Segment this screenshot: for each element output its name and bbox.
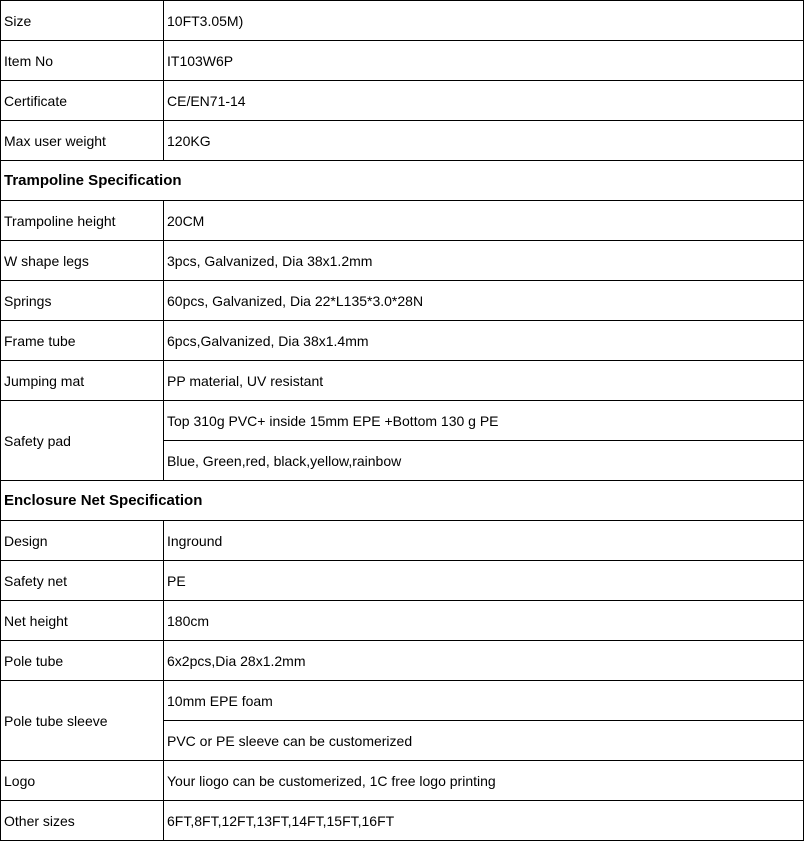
spec-label: Item No xyxy=(1,41,164,81)
table-row xyxy=(1,561,804,601)
table-row xyxy=(1,241,804,281)
spec-value: Blue, Green,red, black,yellow,rainbow xyxy=(164,441,804,481)
spec-label: Max user weight xyxy=(1,121,164,161)
spec-label: Design xyxy=(1,521,164,561)
table-row xyxy=(1,281,804,321)
spec-label: Logo xyxy=(1,761,164,801)
table-row xyxy=(1,601,804,641)
spec-label: Certificate xyxy=(1,81,164,121)
section-header-row xyxy=(1,481,804,521)
spec-value: 180cm xyxy=(164,601,804,641)
spec-value: Your liogo can be customerized, 1C free logo printing xyxy=(164,761,804,801)
spec-label: Springs xyxy=(1,281,164,321)
spec-value: 20CM xyxy=(164,201,804,241)
spec-label: Pole tube sleeve xyxy=(1,681,164,761)
table-row xyxy=(1,81,804,121)
section-header-row xyxy=(1,161,804,201)
spec-label: Other sizes xyxy=(1,801,164,841)
table-row xyxy=(1,121,804,161)
table-row xyxy=(1,41,804,81)
spec-value: 6FT,8FT,12FT,13FT,14FT,15FT,16FT xyxy=(164,801,804,841)
spec-label: Frame tube xyxy=(1,321,164,361)
spec-value: CE/EN71-14 xyxy=(164,81,804,121)
spec-value: PE xyxy=(164,561,804,601)
table-row xyxy=(1,201,804,241)
spec-label: Jumping mat xyxy=(1,361,164,401)
spec-value: PVC or PE sleeve can be customerized xyxy=(164,721,804,761)
table-row xyxy=(1,361,804,401)
table-row xyxy=(1,321,804,361)
table-row xyxy=(1,401,804,441)
spec-value: 60pcs, Galvanized, Dia 22*L135*3.0*28N xyxy=(164,281,804,321)
table-row xyxy=(1,801,804,841)
spec-value: 120KG xyxy=(164,121,804,161)
spec-value: IT103W6P xyxy=(164,41,804,81)
spec-label: Size xyxy=(1,1,164,41)
spec-label: Pole tube xyxy=(1,641,164,681)
table-row xyxy=(1,681,804,721)
table-row xyxy=(1,641,804,681)
spec-value: Top 310g PVC+ inside 15mm EPE +Bottom 130 g PE xyxy=(164,401,804,441)
spec-label: Trampoline height xyxy=(1,201,164,241)
table-row xyxy=(1,1,804,41)
spec-value: 3pcs, Galvanized, Dia 38x1.2mm xyxy=(164,241,804,281)
spec-value: PP material, UV resistant xyxy=(164,361,804,401)
spec-value: Inground xyxy=(164,521,804,561)
spec-label: Safety pad xyxy=(1,401,164,481)
section-title-enclosure: Enclosure Net Specification xyxy=(1,481,804,521)
spec-label: Safety net xyxy=(1,561,164,601)
spec-label: W shape legs xyxy=(1,241,164,281)
spec-value: 10mm EPE foam xyxy=(164,681,804,721)
spec-label: Net height xyxy=(1,601,164,641)
table-row xyxy=(1,761,804,801)
spec-value: 6pcs,Galvanized, Dia 38x1.4mm xyxy=(164,321,804,361)
table-row xyxy=(1,521,804,561)
section-title-trampoline: Trampoline Specification xyxy=(1,161,804,201)
spec-value: 6x2pcs,Dia 28x1.2mm xyxy=(164,641,804,681)
spec-value: 10FT3.05M) xyxy=(164,1,804,41)
